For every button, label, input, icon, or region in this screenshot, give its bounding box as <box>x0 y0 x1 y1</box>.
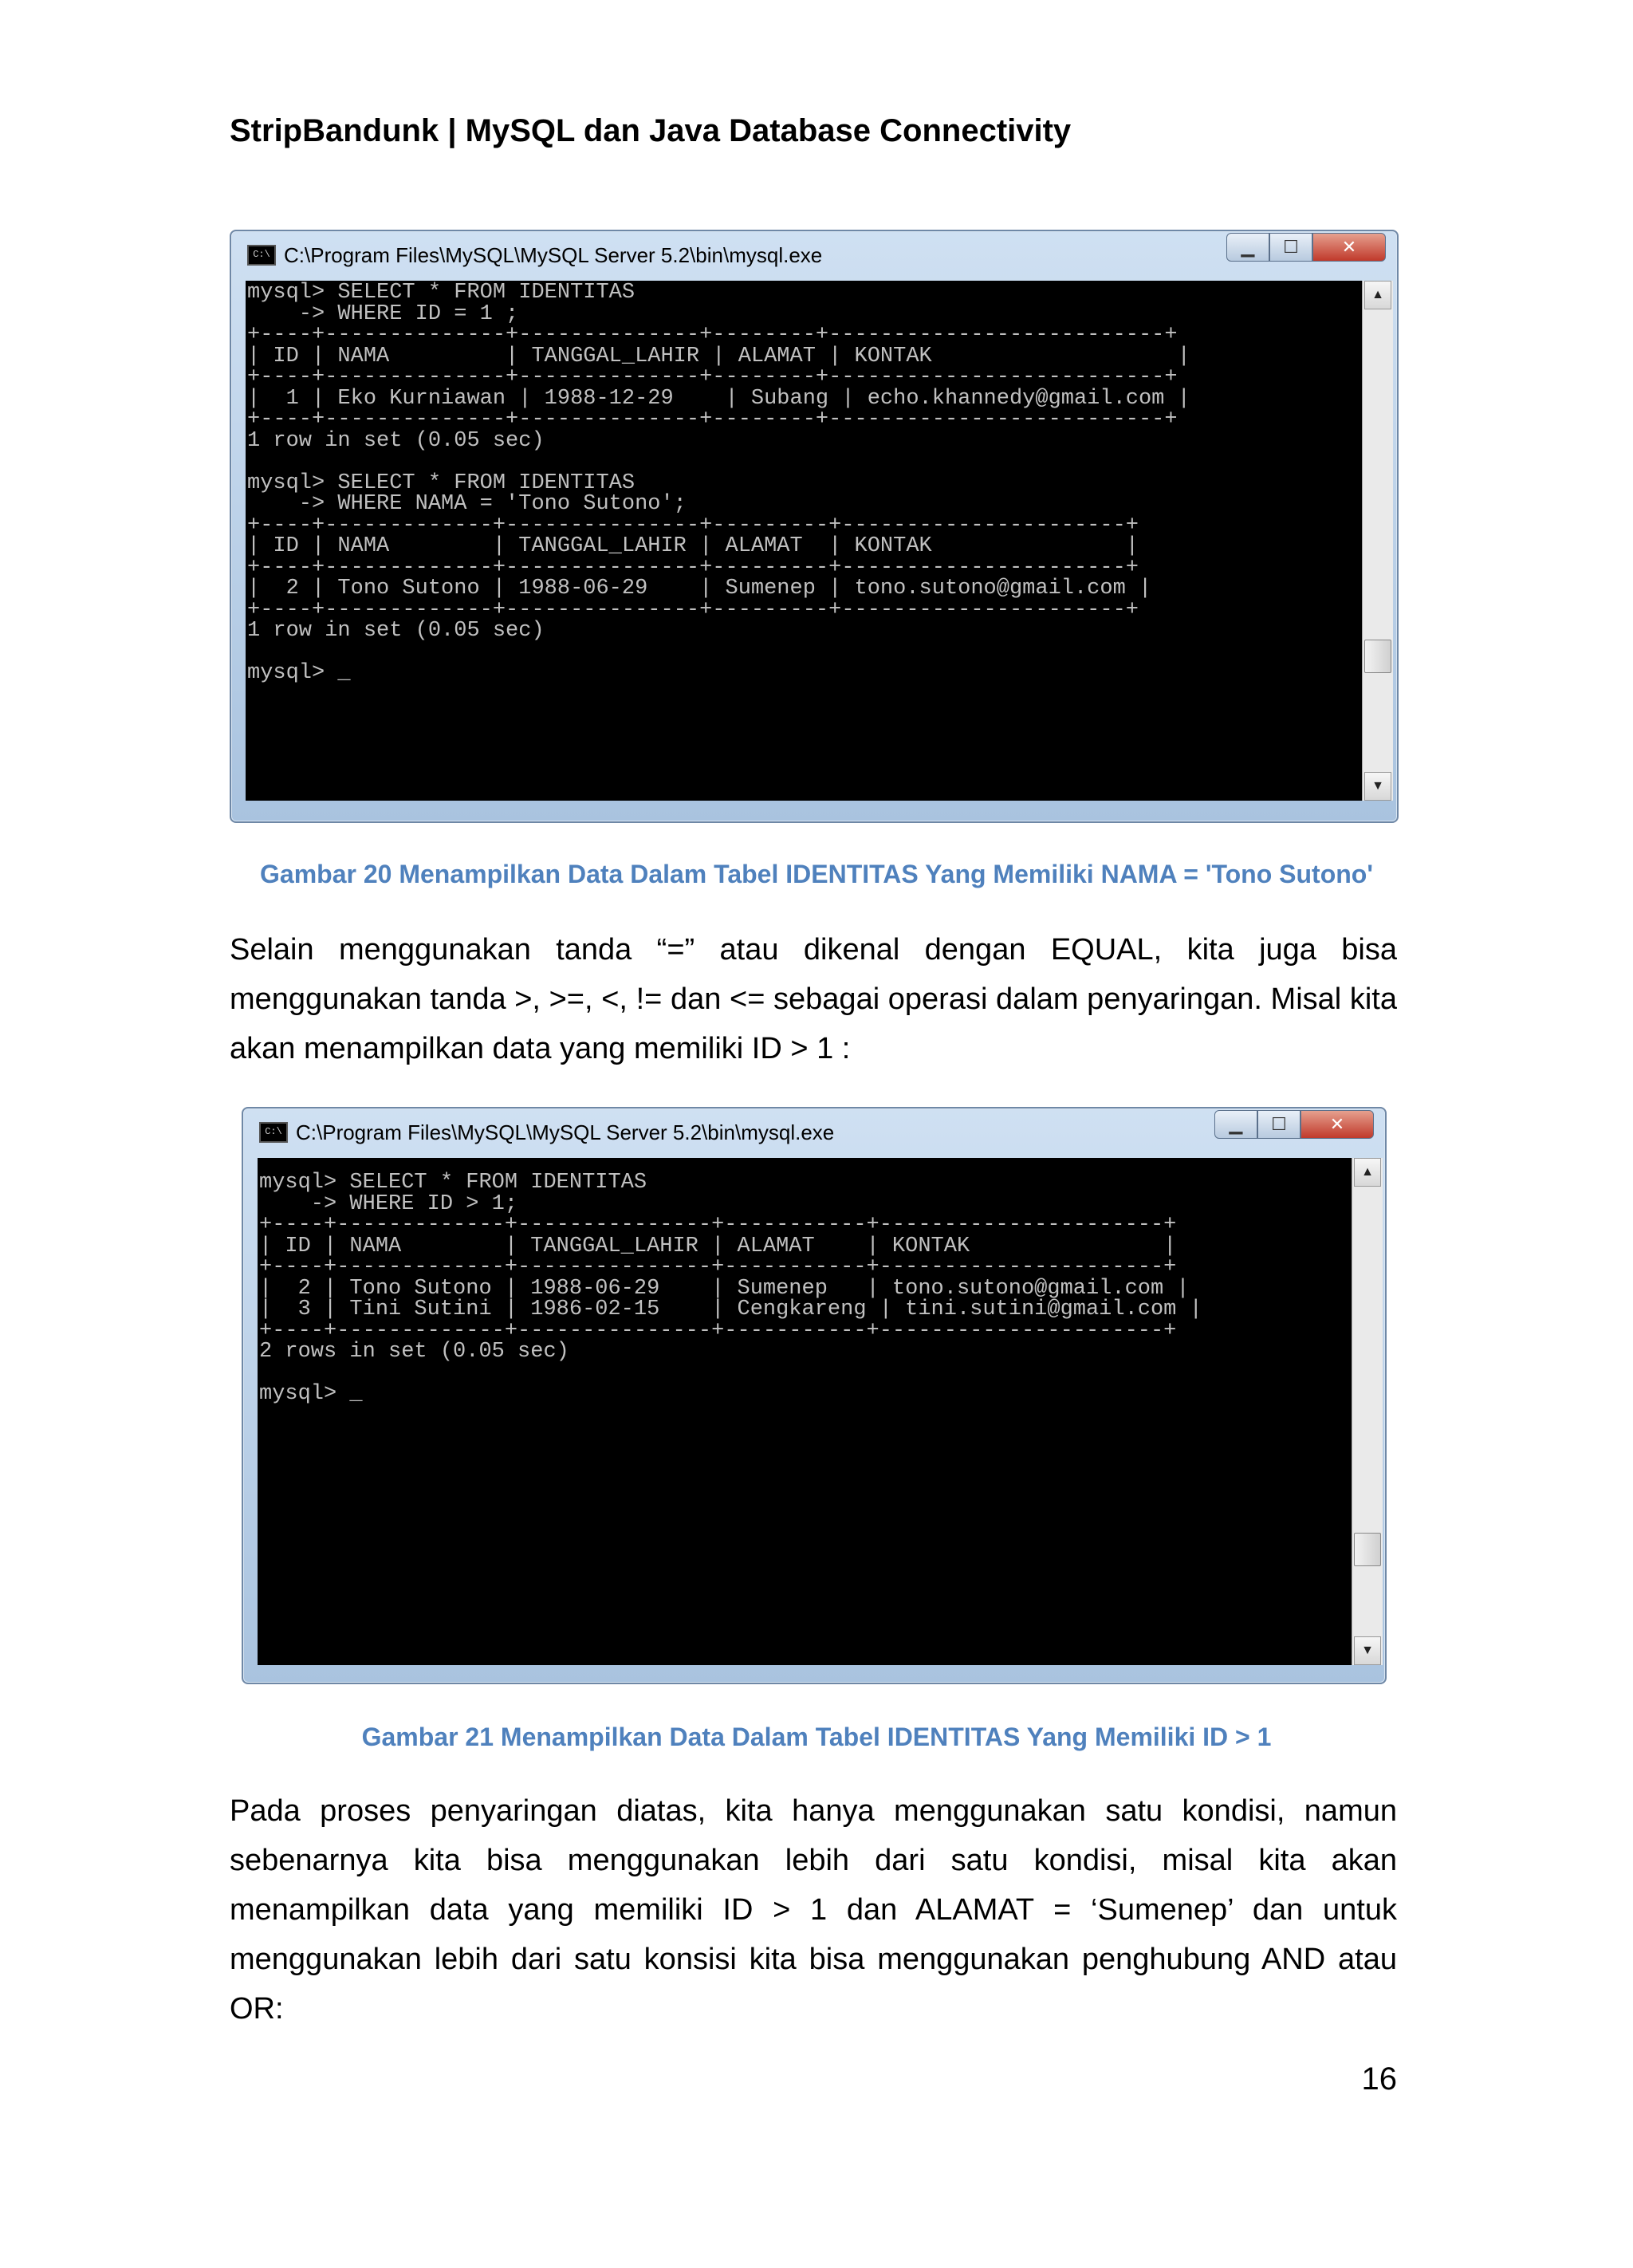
scroll-down-button[interactable]: ▼ <box>1364 772 1391 801</box>
cmd-icon: C:\ <box>259 1122 288 1143</box>
scroll-down-button[interactable]: ▼ <box>1354 1636 1381 1665</box>
cmd-icon: C:\ <box>247 245 276 266</box>
window-title: C:\Program Files\MySQL\MySQL Server 5.2\bin\mysql.exe <box>284 242 823 267</box>
vertical-scrollbar[interactable] <box>1352 1158 1383 1665</box>
window-titlebar <box>259 1116 1202 1148</box>
scroll-thumb[interactable] <box>1354 1533 1381 1566</box>
figure-caption-21: Gambar 21 Menampilkan Data Dalam Tabel IDENTITAS Yang Memiliki ID > 1 <box>361 1723 1272 1751</box>
paragraph-1: Selain menggunakan tanda “=” atau dikenal dengan EQUAL, kita juga bisa menggunakan tanda >, >=, <, != dan <= sebagai operasi dalam penyaringan. Misal kita akan menampilkan data yang memiliki ID > 1 : <box>230 933 1397 1065</box>
minimize-button[interactable]: ▁ <box>1226 233 1269 262</box>
terminal-area[interactable] <box>246 281 1362 801</box>
page-header: StripBandunk | MySQL dan Java Database Connectivity <box>230 113 1072 148</box>
figure-caption-20: Gambar 20 Menampilkan Data Dalam Tabel IDENTITAS Yang Memiliki NAMA = 'Tono Sutono' <box>260 860 1373 888</box>
scroll-up-button[interactable]: ▲ <box>1354 1158 1381 1187</box>
console-window-2 <box>242 1107 1387 1684</box>
console-window-1 <box>230 230 1399 823</box>
close-button[interactable]: ✕ <box>1300 1110 1374 1139</box>
maximize-button[interactable]: ☐ <box>1269 233 1312 262</box>
vertical-scrollbar[interactable] <box>1362 281 1393 801</box>
close-button[interactable]: ✕ <box>1312 233 1386 262</box>
terminal-output: mysql> SELECT * FROM IDENTITAS -> WHERE ID > 1; +----+-------------+---------------+-----------+----------------------+ | ID | NAMA | TANGGAL_LAHIR | ALAMAT | KONTAK | +----+-------------+---------------+-----------+----------------------+ | 2 | Tono Sutono | 1988-06-29 | Sumenep | tono.sutono@gmail.com | | 3 | Tini Sutini | 1986-02-15 | Cengkareng | tini.sutini@gmail.com | +----+-------------+---------------+-----------+----------------------+ 2 rows in set (0.05 sec) mysql> _ <box>259 1171 1202 1406</box>
terminal-area[interactable] <box>258 1158 1352 1665</box>
window-title: C:\Program Files\MySQL\MySQL Server 5.2\bin\mysql.exe <box>296 1120 835 1144</box>
minimize-button[interactable]: ▁ <box>1214 1110 1257 1139</box>
page-number: 16 <box>1361 2061 1397 2097</box>
maximize-button[interactable]: ☐ <box>1257 1110 1300 1139</box>
terminal-output: mysql> SELECT * FROM IDENTITAS -> WHERE ID = 1 ; +----+--------------+--------------+--------+--------------------------+ | ID | NAMA | TANGGAL_LAHIR | ALAMAT | KONTAK | +----+--------------+--------------+--------+--------------------------+ | 1 | Eko Kurniawan | 1988-12-29 | Subang | echo.khannedy@gmail.com | +----+--------------+--------------+--------+--------------------------+ 1 row in set (0.05 sec) mysql> SELECT * FROM IDENTITAS -> WHERE NAMA = 'Tono Sutono'; +----+-------------+---------------+---------+----------------------+ | ID | NAMA | TANGGAL_LAHIR | ALAMAT | KONTAK | +----+-------------+---------------+---------+----------------------+ | 2 | Tono Sutono | 1988-06-29 | Sumenep | tono.sutono@gmail.com | +----+-------------+---------------+---------+----------------------+ 1 row in set (0.05 sec) mysql> _ <box>247 281 1190 685</box>
scroll-up-button[interactable]: ▲ <box>1364 281 1391 309</box>
window-titlebar <box>247 239 1214 271</box>
window-controls <box>1214 1110 1374 1139</box>
paragraph-2: Pada proses penyaringan diatas, kita hanya menggunakan satu kondisi, namun sebenarnya kita bisa menggunakan lebih dari satu kondisi, misal kita akan menampilkan data yang memiliki ID > 1 dan ALAMAT = ‘Sumenep’ dan untuk menggunakan lebih dari satu konsisi kita bisa menggunakan penghubung AND atau OR: <box>230 1794 1397 2026</box>
window-controls <box>1226 233 1386 262</box>
scroll-thumb[interactable] <box>1364 640 1391 673</box>
